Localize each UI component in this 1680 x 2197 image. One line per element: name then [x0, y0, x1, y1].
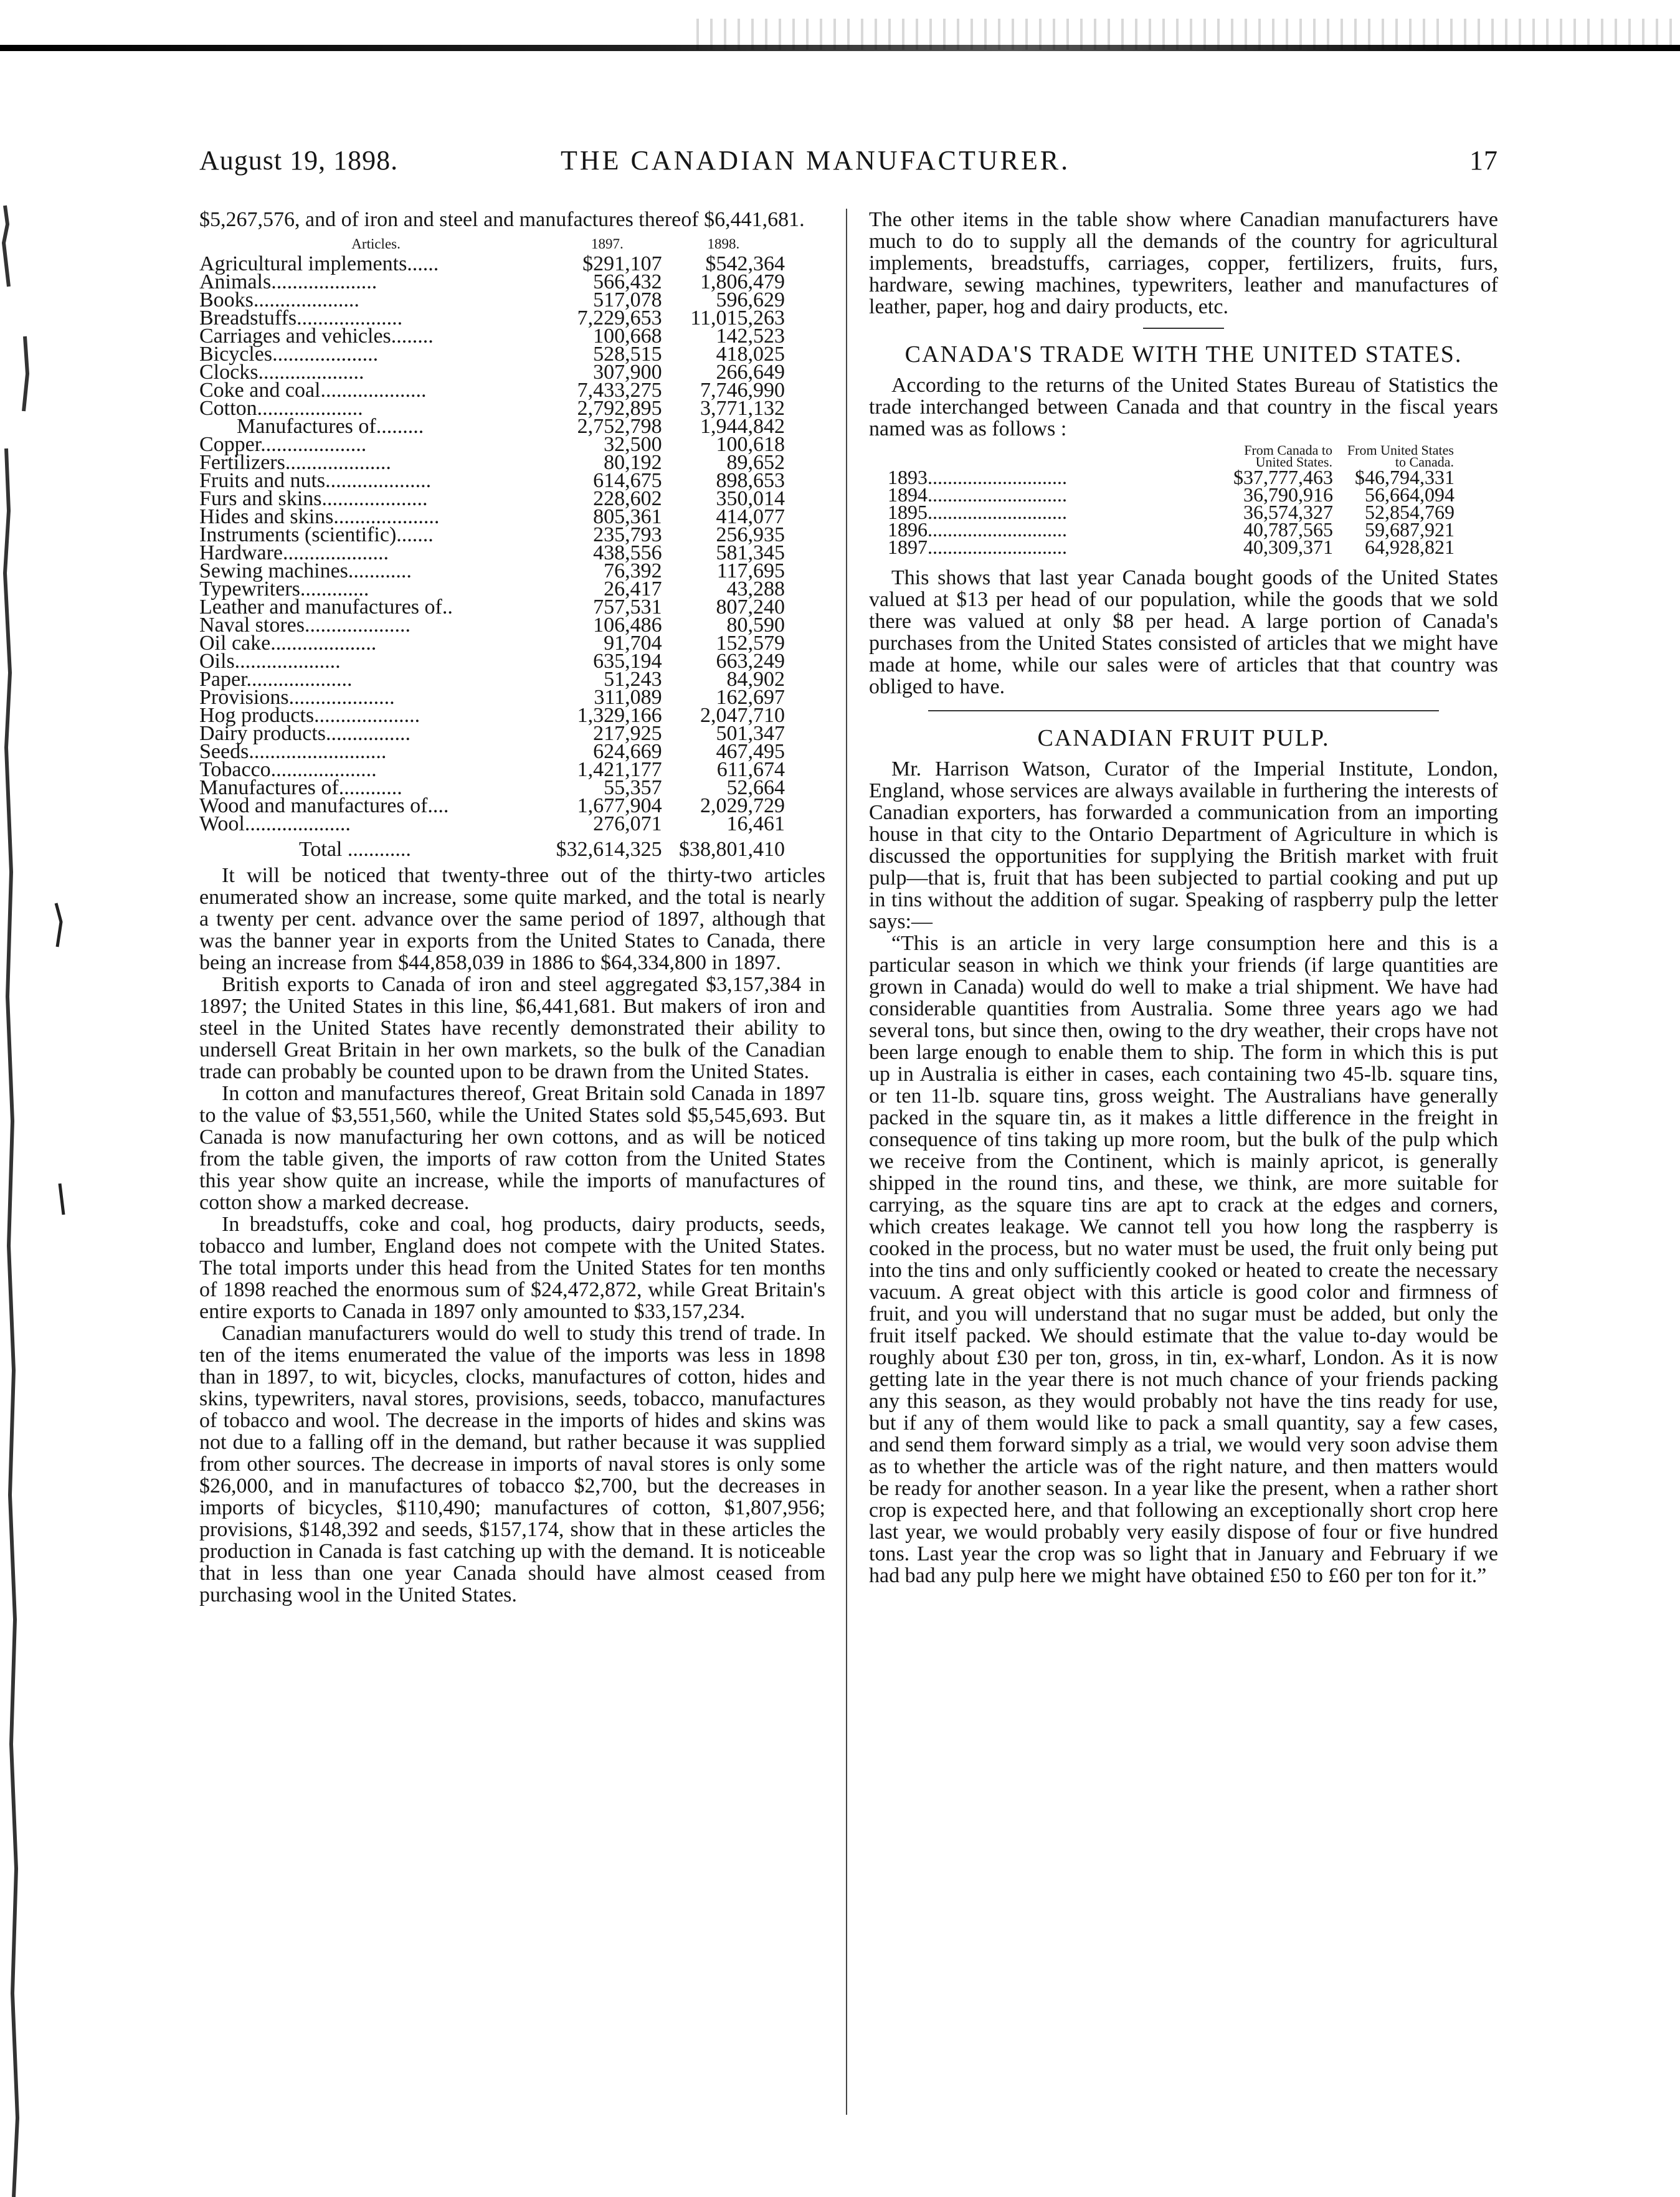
value-1898-cell: 807,240 [716, 596, 785, 619]
body-paragraph: “This is an article in very large consumption here and this is a particular season in which we think your friends (if large quantities are grown in Canada) would do well to make a trial shipment. We have had considerable quantities from Australia. Some three years ago we had several tons, but since then, owing to the dry weather, their crops have not been large enough to enable them to ship. The form in which this is put up in Australia is either in cases, each containing two 45-lb. square tins, or ten 11-lb. square tins, gross weight. The Australians have generally packed in the square tin, as it makes a little difference in the freight in consequence of tins taking up more room, but the bulk of the pulp which we receive from the Continent, which is mainly apricot, is generally shipped in the round tins, and these, we think, are more suitable for carrying, as the square tins are apt to crack at the edges and corners, which creates leakage. We cannot tell you how long the raspberry is cooked in the process, but no water must be used, the fruit only being put into the tins and only sufficiently cooked or heated to create the necessary vacuum. A great object with this article is good color and firmness of fruit, and you will understand that no sugar must be added, but only the fruit itself packed. We should estimate that the value to-day would be roughly about £30 per ton, gross, in tin, ex-wharf, London. As it is now getting late in the year there is not much chance of your friends packing any this season, as they would probably not have the tins ready for use, but if any of them would like to pack a small quantity, say a few cases, and send them forward simply as a trial, we would very soon advise them as to whether the article was of the right nature, and then matters would be ready for another season. In a year like the present, when a rather short crop is expected here, and that following an exceptionally short crop here last year, we would probably very easily dispose of four or five hundred tons. Last year the crop was so light that in January and February if we had bad any pulp here we might have obtained £50 to £60 per ton for it.” [869, 932, 1498, 1587]
value-1898-cell: 117,695 [716, 559, 785, 582]
value-1897-cell: 311,089 [594, 686, 662, 709]
article-name-cell: Tobacco.................... [199, 758, 377, 781]
value-1897-cell: 307,900 [593, 361, 662, 384]
value-1898-cell: 16,461 [726, 812, 785, 835]
trade-blank-header [869, 444, 1212, 468]
value-1897-cell: 1,677,904 [577, 794, 662, 817]
value-1897-cell: 566,432 [593, 270, 662, 293]
value-1897-cell: 76,392 [604, 559, 662, 582]
body-paragraph: Canadian manufacturers would do well to study this trend of trade. In ten of the items enumerated the value of the imports was less in 1898 than in 1897, to wit, bicycles, clocks, manufactures of cotton, hides and skins, typewriters, naval stores, provisions, seeds, tobacco, manufactures of tobacco and wool. The decrease in the imports of hides and skins was not due to a falling off in the demand, but rather because it was supplied from other sources. The decrease in imports of naval stores is only some $26,000, and in manufactures of tobacco $2,700, but the decreases in imports of bicycles, $110,490; manufactures of cotton, $1,807,956; provisions, $148,392 and seeds, $157,174, show that in these articles the production in Canada is fast catching up with the demand. It is noticeable that in less than one year Canada should have almost ceased from purchasing wool in the United States. [199, 1322, 825, 1606]
value-1897-cell: 7,433,275 [577, 379, 662, 402]
value-1898-cell: 142,523 [716, 325, 785, 348]
value-1898-cell: 467,495 [716, 740, 785, 763]
value-1898-cell: 1,806,479 [700, 270, 785, 293]
from-us-header: From United States to Canada. [1347, 442, 1454, 470]
article-name-cell: Paper.................... [199, 668, 353, 691]
article-name-cell: Breadstuffs.................... [199, 306, 403, 330]
value-1897-cell: 217,925 [593, 722, 662, 745]
trade-table [869, 444, 1455, 556]
article-name-cell: Seeds.......................... [199, 740, 387, 763]
value-1897-cell: 805,361 [593, 505, 662, 528]
value-1898-cell: 350,014 [716, 487, 785, 510]
value-1898-cell: 89,652 [726, 451, 785, 474]
from-canada-cell: 36,574,327 [1243, 501, 1333, 523]
value-1898-cell: 414,077 [716, 505, 785, 528]
value-1897-cell: $291,107 [582, 252, 662, 275]
body-paragraph: British exports to Canada of iron and steel aggregated $3,157,384 in 1897; the United States in this line, $6,441,681. But makers of iron and steel in the United States have recently demonstrated their ability to undersell Great Britain in her own markets, so the bulk of the Canadian trade can probably be counted upon to be drawn from the United States. [199, 973, 825, 1083]
value-1898-cell: 418,025 [716, 343, 785, 366]
from-canada-cell: 40,309,371 [1243, 536, 1333, 558]
from-us-cell: 56,664,094 [1365, 483, 1455, 506]
value-1898-cell: 80,590 [726, 614, 785, 637]
article-name-cell: Hardware.................... [199, 541, 389, 564]
article-name-cell: Manufactures of............ [199, 776, 402, 799]
top-border-texture [685, 19, 1680, 50]
article-name-cell: Instruments (scientific)....... [199, 523, 434, 546]
body-paragraph: In breadstuffs, coke and coal, hog products, dairy products, seeds, tobacco and lumber, England does not compete with the United States. The total imports under this head from the United States for ten months of 1898 reached the enormous sum of $24,472,872, while Great Britain's entire exports to Canada in 1897 only amounted to $33,157,234. [199, 1213, 825, 1323]
from-us-cell: 52,854,769 [1365, 501, 1455, 523]
article-name-cell: Bicycles.................... [199, 343, 379, 366]
article-name-cell: Wood and manufactures of.... [199, 794, 449, 817]
value-1898-cell: 3,771,132 [700, 397, 785, 420]
value-1898-cell: 256,935 [716, 523, 785, 546]
trade-header-row [869, 444, 1455, 468]
from-us-cell: 64,928,821 [1365, 536, 1455, 558]
article-name-cell: Copper.................... [199, 433, 367, 456]
value-1897-cell: 26,417 [604, 577, 662, 600]
fiscal-year-cell: 1893............................ [888, 466, 1067, 488]
article-name-cell: Leather and manufactures of.. [199, 596, 453, 619]
running-head [199, 145, 1498, 188]
article-name-cell: Fruits and nuts.................... [199, 469, 432, 492]
total-label-cell: Total ............ [299, 838, 411, 861]
trade-intro: According to the returns of the United States Bureau of Statistics the trade interchanged between Canada and that country in the fiscal years named was as follows : [869, 374, 1498, 440]
article-name-cell: Wool.................... [199, 812, 351, 835]
value-1897-cell: 517,078 [593, 288, 662, 311]
article-name-cell: Sewing machines............ [199, 559, 412, 582]
body-paragraph: In cotton and manufactures thereof, Great Britain sold Canada in 1897 to the value of $3,551,560, while the United States sold $5,545,693. But Canada is now manufacturing her own cottons, and as will be noticed from the table given, the imports of raw cotton from the United States this year show quite an increase, while the imports of manufactures of cotton show a marked decrease. [199, 1082, 825, 1214]
value-1897-cell: 528,515 [593, 343, 662, 366]
value-1897-cell: 2,752,798 [577, 415, 662, 438]
trade-conclusion: This shows that last year Canada bought goods of the United States valued at $13 per head of our population, while the goods that we sold there was valued at only $8 per head. A large portion of Canada's purchases from the United States consisted of articles that we might have made at home, while our sales were of articles that that country was obliged to have. [869, 566, 1498, 698]
article-name-cell: Agricultural implements...... [199, 252, 439, 275]
article-name-cell: Coke and coal.................... [199, 379, 427, 402]
left-body-text [199, 865, 825, 1606]
article-name-cell: Oil cake.................... [199, 632, 377, 655]
value-1898-cell: 581,345 [716, 541, 785, 564]
article-name-cell: Hog products.................... [199, 704, 420, 727]
value-1898-cell: 7,746,990 [700, 379, 785, 402]
article-name-cell: Fertilizers.................... [199, 451, 391, 474]
publication-title: THE CANADIAN MANUFACTURER. [561, 145, 1071, 176]
value-1898-cell: 663,249 [716, 650, 785, 673]
left-column [199, 209, 825, 2077]
value-1897-cell: 614,675 [593, 469, 662, 492]
value-1898-cell: 266,649 [716, 361, 785, 384]
section-divider [1143, 328, 1224, 329]
value-1898-cell: $542,364 [705, 252, 785, 275]
article-name-cell: Books.................... [199, 288, 359, 311]
value-1897-cell: 100,668 [593, 325, 662, 348]
article-name-cell: Manufactures of......... [237, 415, 424, 438]
table-row [869, 538, 1455, 556]
value-1897-cell: 624,669 [593, 740, 662, 763]
left-intro: $5,267,576, and of iron and steel and manufactures thereof $6,441,681. [199, 208, 805, 231]
total-value-cell: $38,801,410 [679, 838, 785, 861]
value-1897-cell: 91,704 [604, 632, 662, 655]
value-1898-cell: 100,618 [716, 433, 785, 456]
value-1897-cell: 106,486 [593, 614, 662, 637]
column-divider [846, 209, 847, 2115]
table-row [199, 815, 785, 833]
value-1897-cell: 228,602 [593, 487, 662, 510]
value-1897-cell: 2,792,895 [577, 397, 662, 420]
value-1897-cell: 235,793 [593, 523, 662, 546]
value-1898-cell: 43,288 [726, 577, 785, 600]
article-name-cell: Provisions.................... [199, 686, 395, 709]
value-1898-cell: 611,674 [716, 758, 785, 781]
value-1897-cell: 1,421,177 [577, 758, 662, 781]
article-name-cell: Dairy products................ [199, 722, 411, 745]
from-us-cell: 59,687,921 [1365, 518, 1455, 541]
articles-table [199, 234, 785, 861]
right-column [869, 209, 1498, 2077]
article-name-cell: Cotton.................... [199, 397, 363, 420]
article-name-cell: Typewriters............. [199, 577, 369, 600]
total-value-cell: $32,614,325 [556, 838, 662, 861]
value-1897-cell: 757,531 [593, 596, 662, 619]
articles-col-header: Articles. [351, 236, 401, 252]
value-1897-cell: 7,229,653 [577, 306, 662, 330]
right-intro: The other items in the table show where Canadian manufacturers have much to do to supply all the demands of the country for agricultural implements, breadstuffs, carriages, copper, fertilizers, fruits, furs, hardware, sewing machines, typewriters, leather and manufactures of leather, paper, hog and dairy products, etc. [869, 208, 1498, 318]
article-name-cell: Clocks.................... [199, 361, 364, 384]
article-name-cell: Hides and skins.................... [199, 505, 440, 528]
value-1898-cell: 84,902 [726, 668, 785, 691]
articles-table-body [199, 252, 785, 861]
from-canada-cell: $37,777,463 [1233, 466, 1333, 488]
fiscal-year-cell: 1894............................ [888, 483, 1067, 506]
value-1897-cell: 51,243 [604, 668, 662, 691]
year-1898-col-header: 1898. [707, 236, 740, 252]
table-total-row [199, 833, 785, 858]
value-1898-cell: 11,015,263 [690, 306, 785, 330]
from-canada-header: From Canada to United States. [1244, 442, 1332, 470]
article-name-cell: Naval stores.................... [199, 614, 411, 637]
value-1898-cell: 501,347 [716, 722, 785, 745]
value-1898-cell: 1,944,842 [700, 415, 785, 438]
year-1897-col-header: 1897. [591, 236, 624, 252]
value-1898-cell: 596,629 [716, 288, 785, 311]
body-paragraph: It will be noticed that twenty-three out of the thirty-two articles enumerated show an increase, some quite marked, and the total is nearly a twenty per cent. advance over the same period of 1897, although that was the banner year in exports from the United States to Canada, there being an increase from $44,858,039 in 1886 to $64,334,800 in 1897. [199, 864, 825, 974]
value-1898-cell: 898,653 [716, 469, 785, 492]
article-name-cell: Carriages and vehicles........ [199, 325, 434, 348]
value-1897-cell: 1,329,166 [577, 704, 662, 727]
from-canada-cell: 36,790,916 [1243, 483, 1333, 506]
value-1898-cell: 52,664 [726, 776, 785, 799]
value-1898-cell: 2,047,710 [700, 704, 785, 727]
value-1897-cell: 635,194 [593, 650, 662, 673]
value-1897-cell: 438,556 [593, 541, 662, 564]
article-name-cell: Furs and skins.................... [199, 487, 428, 510]
trade-table-body [869, 468, 1455, 556]
fruit-pulp-body-text [869, 758, 1498, 1587]
section-heading-fruit-pulp: CANADIAN FRUIT PULP. [1037, 725, 1330, 751]
fiscal-year-cell: 1897............................ [888, 536, 1067, 558]
value-1898-cell: 2,029,729 [700, 794, 785, 817]
from-us-cell: $46,794,331 [1355, 466, 1455, 488]
value-1898-cell: 152,579 [716, 632, 785, 655]
from-canada-cell: 40,787,565 [1243, 518, 1333, 541]
fiscal-year-cell: 1895............................ [888, 501, 1067, 523]
page-number: 17 [1469, 145, 1498, 176]
value-1898-cell: 162,697 [716, 686, 785, 709]
fiscal-year-cell: 1896............................ [888, 518, 1067, 541]
binding-edge-marks [0, 187, 69, 2197]
value-1897-cell: 55,357 [604, 776, 662, 799]
value-1897-cell: 32,500 [604, 433, 662, 456]
article-name-cell: Oils.................... [199, 650, 341, 673]
body-paragraph: Mr. Harrison Watson, Curator of the Imperial Institute, London, England, whose services are always available in furthering the interests of Canadian exporters, has forwarded a communication from an importing house in that city to the Ontario Department of Agriculture in which is discussed the opportunities for supplying the British market with fruit pulp—that is, fruit that has been subjected to partial cooking and put up in tins without the addition of sugar. Speaking of raspberry pulp the letter says:— [869, 757, 1498, 933]
article-name-cell: Animals.................... [199, 270, 377, 293]
section-heading-trade: CANADA'S TRADE WITH THE UNITED STATES. [904, 341, 1463, 368]
value-1897-cell: 276,071 [593, 812, 662, 835]
value-1897-cell: 80,192 [604, 451, 662, 474]
issue-date: August 19, 1898. [199, 145, 399, 176]
section-divider [928, 710, 1439, 711]
